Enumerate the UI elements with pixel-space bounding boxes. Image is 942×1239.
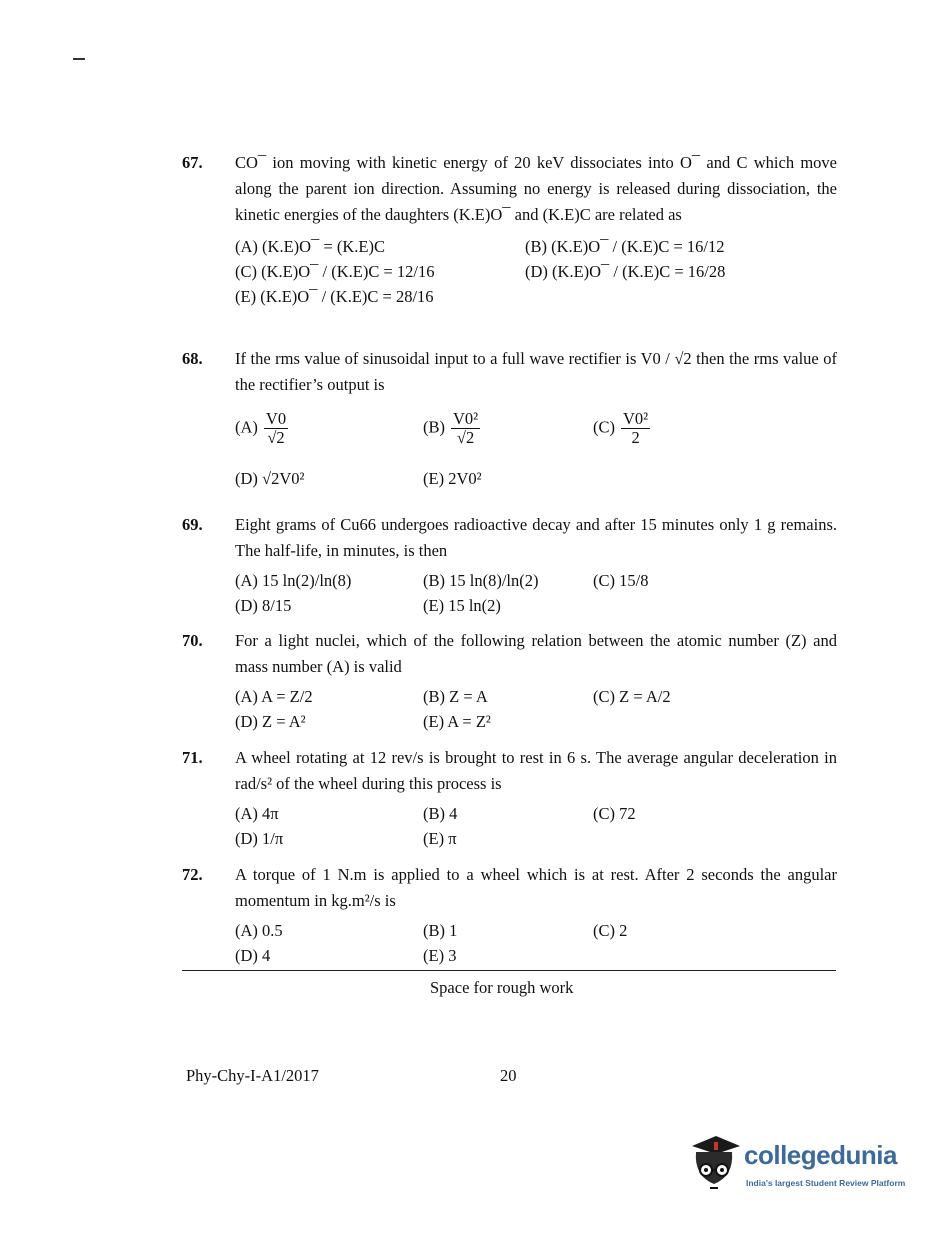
question-number: 72. (182, 865, 203, 884)
option-a (235, 410, 288, 447)
question-text: CO¯ ion moving with kinetic energy of 20 keV dissociates into O¯ and C which move along the parent ion direction. Assuming no energy is released during dissociation, the kinetic energies of the daughters (K.E)O¯ and (K.E)C are related as (235, 153, 837, 224)
option-label: (C) (593, 417, 615, 437)
denominator: √2 (267, 428, 285, 447)
option-c: (C) Z = A/2 (593, 687, 671, 706)
option-c (593, 410, 650, 447)
question-69 (182, 512, 837, 618)
option-e: (E) A = Z² (423, 712, 491, 731)
options (235, 234, 837, 309)
question-number: 67. (182, 153, 203, 172)
option-e: (E) 2V0² (423, 469, 482, 488)
logo-name: collegedunia (744, 1140, 897, 1170)
question-67 (182, 150, 837, 309)
paper-code: Phy-Chy-I-A1/2017 (186, 1066, 319, 1085)
option-b: (B) 15 ln(8)/ln(2) (423, 571, 539, 590)
options (235, 684, 837, 734)
question-72 (182, 862, 837, 968)
option-c: (C) 2 (593, 921, 628, 940)
numerator: V0² (623, 409, 649, 428)
numerator: V0² (453, 409, 479, 428)
question-number: 69. (182, 515, 203, 534)
question-text: For a light nuclei, which of the following relation between the atomic number (Z) and mass number (A) is valid (235, 631, 837, 676)
options (235, 918, 837, 968)
numerator: V0 (265, 409, 287, 428)
option-c: (C) 72 (593, 804, 636, 823)
option-d: (D) 1/π (235, 829, 284, 848)
option-e: (E) 3 (423, 946, 457, 965)
options (235, 801, 837, 851)
denominator: 2 (631, 428, 640, 447)
option-b: (B) 1 (423, 921, 458, 940)
option-b: (B) 4 (423, 804, 458, 823)
option-a: (A) (K.E)O¯ = (K.E)C (235, 237, 385, 256)
option-label: (A) (235, 417, 258, 437)
question-number: 68. (182, 349, 203, 368)
question-text: A torque of 1 N.m is applied to a wheel which is at rest. After 2 seconds the angular momentum in kg.m²/s is (235, 865, 837, 910)
option-a: (A) 4π (235, 804, 279, 823)
option-e: (E) 15 ln(2) (423, 596, 501, 615)
option-c: (C) 15/8 (593, 571, 649, 590)
question-text: A wheel rotating at 12 rev/s is brought to rest in 6 s. The average angular deceleration in rad/s² of the wheel during this process is (235, 748, 837, 793)
question-71 (182, 745, 837, 851)
option-d: (D) 4 (235, 946, 271, 965)
options (235, 406, 837, 496)
question-number: 70. (182, 631, 203, 650)
option-e: (E) π (423, 829, 457, 848)
option-a: (A) 15 ln(2)/ln(8) (235, 571, 352, 590)
option-d: (D) Z = A² (235, 712, 306, 731)
option-e: (E) (K.E)O¯ / (K.E)C = 28/16 (235, 287, 434, 306)
collegedunia-logo (686, 1132, 916, 1202)
rough-work-label: Space for rough work (430, 978, 574, 997)
margin-mark (73, 58, 85, 60)
question-text: Eight grams of Cu66 undergoes radioactive decay and after 15 minutes only 1 g remains. The half-life, in minutes, is then (235, 515, 837, 560)
logo-tagline: India's largest Student Review Platform (746, 1178, 906, 1188)
question-68 (182, 346, 837, 496)
page-number: 20 (500, 1066, 517, 1085)
denominator: √2 (456, 428, 475, 447)
option-a: (A) A = Z/2 (235, 687, 313, 706)
option-d: (D) (K.E)O¯ / (K.E)C = 16/28 (525, 262, 726, 281)
option-d: (D) 8/15 (235, 596, 292, 615)
divider (182, 970, 836, 971)
options (235, 568, 837, 618)
option-d: (D) √2V0² (235, 469, 305, 488)
question-number: 71. (182, 748, 203, 767)
question-text: If the rms value of sinusoidal input to a full wave rectifier is V0 / √2 then the rms value of the rectifier’s output is (235, 349, 837, 394)
question-70 (182, 628, 837, 734)
option-b (423, 410, 480, 447)
option-b: (B) (K.E)O¯ / (K.E)C = 16/12 (525, 237, 725, 256)
option-c: (C) (K.E)O¯ / (K.E)C = 12/16 (235, 262, 435, 281)
mascot-icon (686, 1132, 742, 1198)
option-label: (B) (423, 417, 445, 437)
option-b: (B) Z = A (423, 687, 488, 706)
option-a: (A) 0.5 (235, 921, 283, 940)
